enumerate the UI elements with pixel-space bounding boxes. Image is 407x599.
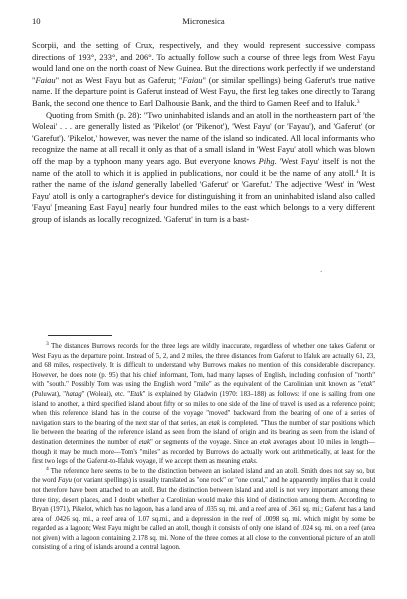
italic-text: Faiau xyxy=(182,74,203,85)
text-run: averages about 10 miles in length—though it may be much more—Tom's "miles" as recorded by Burrows do actually work out arithmetically, at least for the first two legs of the Gaferut-to-Ifaluk voyage, if we accept them as meaning xyxy=(32,438,375,466)
italic-text: etak xyxy=(208,419,220,427)
text-run: It is rather the name of the xyxy=(32,167,375,190)
italic-text: island xyxy=(112,179,133,190)
footnote xyxy=(32,467,375,553)
italic-text: hatag xyxy=(66,390,82,398)
italic-text: Fayu xyxy=(58,477,73,485)
page-number: 10 xyxy=(32,16,41,26)
italic-text: Etak xyxy=(130,390,143,398)
text-run: Quoting from Smith (p. 28): "Two uninhabited islands and an atoll in the northeastern part of 'the Woleai' . . . are generally listed as 'Pikelot' (or 'Pikenot'), 'West Fayu' (or 'Fayau'), and 'Gaferut' (or 'Garefut'). 'Pikelot,' however, was never the name of the island so indicated. All local informants who recognize the name at all recall it only as that of a small island in 'West Fayu' atoll which was blown off the map by a typhoon many years ago. But everyone knows xyxy=(32,109,375,166)
italic-text: etak xyxy=(360,381,373,389)
italic-text: etak xyxy=(138,438,150,446)
page-header xyxy=(28,16,379,28)
italic-text: Faiau xyxy=(35,74,56,85)
text-run: " (Puluwat), " xyxy=(32,381,375,398)
stray-mark: ` xyxy=(320,270,323,278)
footnote-ref: 3 xyxy=(46,341,49,347)
italic-text: etaks xyxy=(241,458,256,466)
text-run: . xyxy=(255,458,258,466)
italic-text: etak xyxy=(259,438,272,446)
footnote-ref: 3 xyxy=(356,98,360,105)
footnote-rule xyxy=(48,335,112,336)
main-text xyxy=(32,40,375,226)
body-paragraph xyxy=(32,110,375,226)
text-run: Scorpii, and the setting of Crux, respectively, and they would represent successive compass directions of 193°, 233°, and 206°. To actually follow such a course of three legs from West Fayu would land one on the north coast of New Guinea. But the directions work perfectly if we understand " xyxy=(32,40,375,85)
text-run: . 'West Fayu' itself is not the name of the atoll to which it is applied in publications, nor could it be the name of any atoll. xyxy=(32,155,375,178)
text-run: (or variant spellings) is usually translated as "one rock" or "one coral," and he apparently implies that it could not therefore have been attached to an atoll. But the distinction between island and atoll is not very important among these three tiny, desert places, and I doubt whether a Carolinian would make this kind of distinction among them. According to Bryan (1971), Pikelot, which has no lagoon, has a land area of .035 sq. mi. and a reef area of .361 sq. mi.; Gaferut has a land area of .0426 sq. mi., a reef area of 1.07 sq.mi., and a depression in the reef of .0098 sq. mi. which might by some be regarded as a lagoon; West Fayu might be called an atoll, though it consists of only one island of .024 sq. mi. on a reef (area not given) with a lagoon containing 2.178 sq. mi. None of the three comes at all close to the conventional picture of an atoll consisting of a ring of islands around a central lagoon. xyxy=(32,477,375,552)
text-run: is completed. "Thus the number of star positions which lie between the bearing of the reference island as seen from the island of origin and its bearing as seen from the island of destination determines the number of xyxy=(32,419,376,446)
text-run: " (or similar spellings) being Gaferut's true native name. If the departure point is Gaferut instead of West Fayu, the first leg takes one directly to Tarang Bank, the second one thence to Earl Dalhousie Bank, and the third to Gamen Reef and to Ifaluk. xyxy=(32,74,375,108)
footnote-ref: 4 xyxy=(46,465,49,472)
footnote-ref: 4 xyxy=(355,168,359,175)
text-run: " or segments of the voyage. Since an xyxy=(149,438,260,446)
text-run: " not as West Fayu but as Gaferut; " xyxy=(55,74,183,85)
italic-text: Pihg xyxy=(258,155,275,166)
text-run: " (Woleai), etc. " xyxy=(81,390,131,398)
text-run: generally labelled 'Gaferut' or 'Garefut.' The adjective 'West' in 'West Fayu' atoll is only a cartographer's device for distinguishing it from an uninhabited island also called 'Fayu' [meaning East Fayu] nearly four hundred miles to the east which belongs to a very different group of islands as locally recognized. 'Gaferut' in turn is a bast- xyxy=(32,179,375,224)
footnotes xyxy=(32,342,375,553)
text-run: The distances Burrows records for the three legs are wildly inaccurate, regardless of whether one takes Gaferut or West Fayu as the departure point. Instead of 5, 2, and 2 miles, the three distances from Gaferut to Ifaluk are actually 61, 23, and 68 miles, respectively. It is difficult to understand why Burrows makes no mention of this considerable discrepancy. However, he does note (p. 95) that his chief informant, Tom, had many lapses of English, including confusion of "north" with "south." Possibly Tom was using the English word "mile" as the equivalent of the Carolinian unit known as " xyxy=(32,343,375,389)
body-paragraph xyxy=(32,40,375,110)
text-run: " is explained by Gladwin (1970: 183–188) as follows: if one is sailing from one island to another, a third specified island about fifty or so miles to one side of the line of travel is used as a reference point; when this reference island has in the course of the voyage "moved" backward from the bearing of one of a series of navigation stars to the bearing of the next star of that series, an xyxy=(32,390,375,427)
text-run: The reference here seems to be to the distinction between an isolated island and an atoll. Smith does not say so, but the word xyxy=(32,467,375,485)
footnote xyxy=(32,342,375,467)
running-head: Micronesica xyxy=(182,16,225,26)
